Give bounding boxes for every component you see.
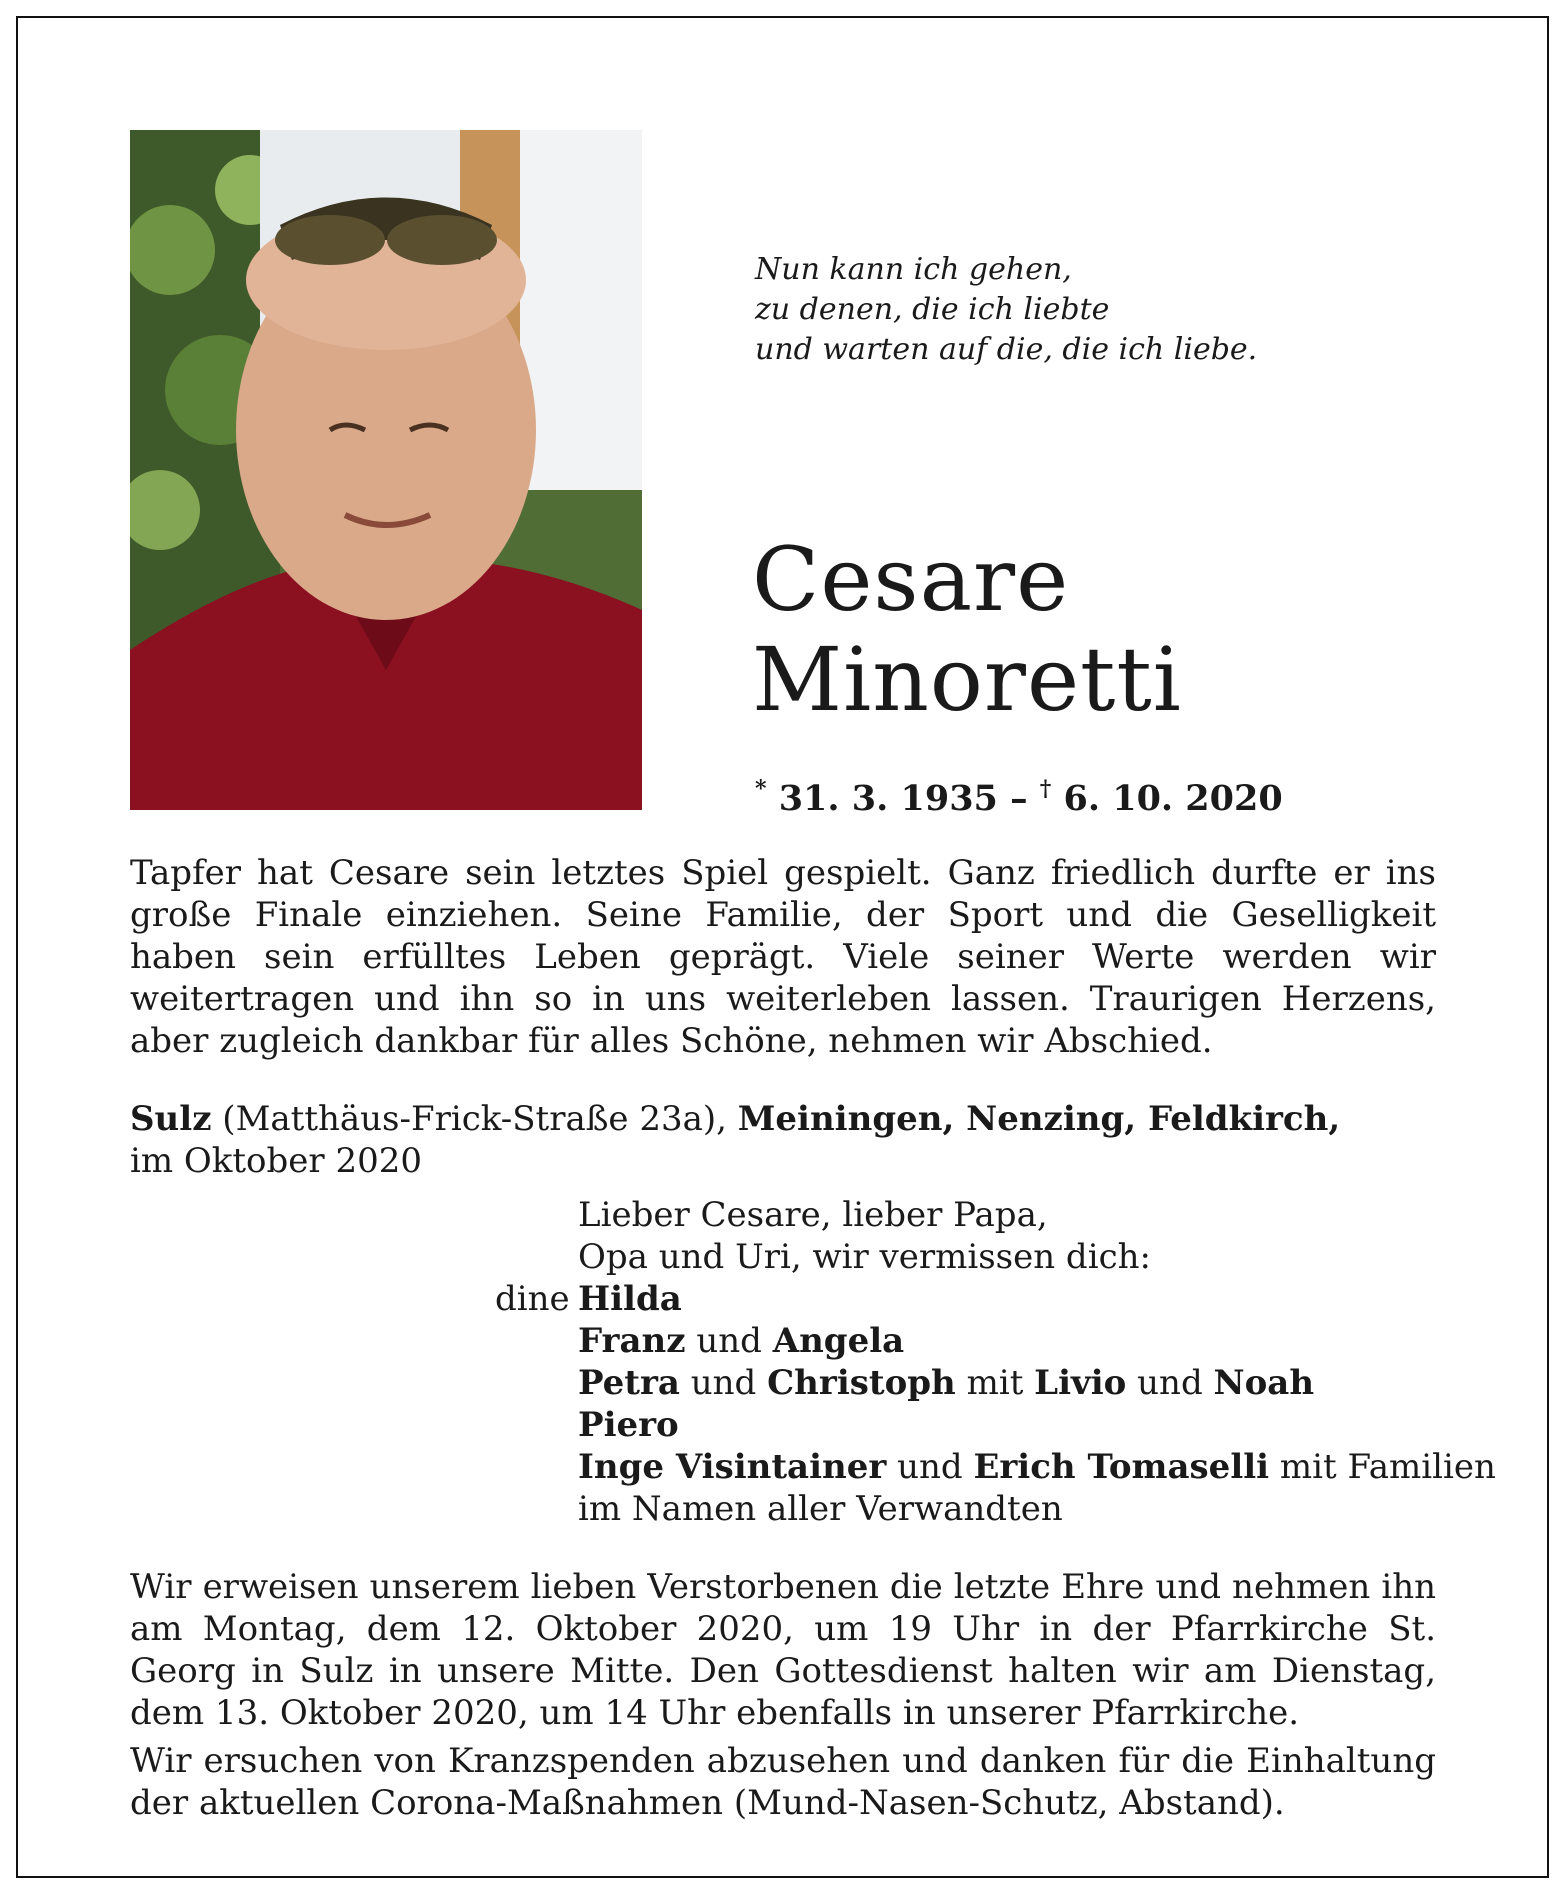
- family-member-angela: Angela: [772, 1321, 905, 1361]
- location-date: im Oktober 2020: [130, 1141, 423, 1181]
- birth-mark: *: [755, 776, 767, 802]
- portrait-photo: [130, 130, 642, 810]
- conjunction: und: [886, 1447, 974, 1487]
- family-member-erich: Erich Tomaselli: [973, 1447, 1270, 1487]
- family-intro-1: Lieber Cesare, lieber Papa,: [578, 1195, 1048, 1235]
- tribute-paragraph: Tapfer hat Cesare sein letztes Spiel gespielt. Ganz friedlich durfte er ins große Finale einziehen. Seine Familie, der Sport und die Geselligkeit haben sein erfülltes Leben geprägt. Viele seiner Werte werden wir weitertragen und ihn so in uns weiterleben lassen. Traurigen Herzens, aber zugleich dankbar für alles Schöne, nehmen wir Abschied.: [130, 853, 1436, 1061]
- town-name: Sulz: [130, 1099, 212, 1139]
- memorial-quote: [755, 250, 1257, 370]
- deceased-name: [752, 530, 1182, 730]
- quote-line-3: und warten auf die, die ich liebe.: [755, 332, 1258, 367]
- conjunction: mit: [955, 1363, 1035, 1403]
- family-signature: [578, 1194, 1496, 1530]
- location-block: [130, 1098, 1340, 1182]
- funeral-details: Wir erweisen unserem lieben Verstorbenen die letzte Ehre und nehmen ihn am Montag, dem 12. Oktober 2020, um 19 Uhr in der Pfarrkirche St. Georg in Sulz in unsere Mitte. Den Gottesdienst halten wir am Dienstag, dem 13. Oktober 2020, um 14 Uhr ebenfalls in unserer Pfarrkirche.: [130, 1567, 1436, 1733]
- family-member-livio: Livio: [1034, 1363, 1127, 1403]
- quote-line-1: Nun kann ich gehen,: [755, 252, 1072, 287]
- family-member-petra: Petra: [578, 1363, 680, 1403]
- conjunction: und: [679, 1363, 768, 1403]
- family-intro-2: Opa und Uri, wir vermissen dich:: [578, 1237, 1151, 1277]
- with-families: mit Familien: [1269, 1447, 1496, 1487]
- quote-line-2: zu denen, die ich liebte: [755, 292, 1110, 327]
- family-member-franz: Franz: [578, 1321, 686, 1361]
- date-separator: –: [997, 778, 1040, 819]
- family-member-noah: Noah: [1213, 1363, 1315, 1403]
- birth-date: 31. 3. 1935: [778, 778, 998, 819]
- first-name: Cesare: [752, 528, 1070, 631]
- conjunction: und: [685, 1321, 773, 1361]
- family-member-hilda: Hilda: [578, 1279, 682, 1319]
- dine-label: dine: [495, 1279, 570, 1319]
- death-mark: †: [1039, 776, 1052, 802]
- wreath-request: Wir ersuchen von Kranzspenden abzusehen und danken für die Einhaltung der aktuellen Corona-Maßnahmen (Mund-Nasen-Schutz, Abstand).: [130, 1741, 1436, 1823]
- death-date: 6. 10. 2020: [1063, 778, 1283, 819]
- address: (Matthäus-Frick-Straße 23a),: [211, 1099, 738, 1139]
- family-member-inge: Inge Visintainer: [578, 1447, 887, 1487]
- life-dates: [755, 778, 1283, 819]
- other-towns: Meiningen, Nenzing, Feldkirch,: [737, 1099, 1341, 1139]
- family-member-christoph: Christoph: [767, 1363, 956, 1403]
- conjunction: und: [1126, 1363, 1214, 1403]
- family-member-piero: Piero: [578, 1405, 679, 1445]
- last-name: Minoretti: [752, 628, 1182, 731]
- family-closing: im Namen aller Verwandten: [578, 1489, 1063, 1529]
